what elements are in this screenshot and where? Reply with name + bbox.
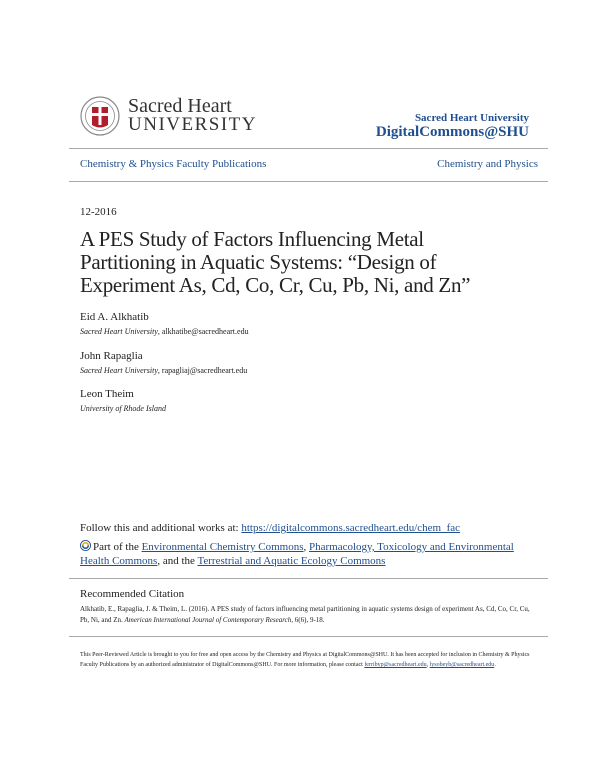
citation-main: Alkhatib, E., Rapaglia, J. & Theim, L. (2016). A PES study of factors influencing metal partitioning in aquatic systems design of experiment As, Cd, Co, Cr, Cu, Pb, Ni, and Zn. bbox=[80, 605, 530, 624]
contact-email-link[interactable]: ferribyp@sacredheart.edu bbox=[364, 662, 427, 668]
repository-name: DigitalCommons@SHU bbox=[375, 124, 529, 140]
citation-text bbox=[80, 604, 535, 626]
university-seal-icon bbox=[80, 96, 120, 136]
terrestrial-aquatic-ecology-link[interactable]: Terrestrial and Aquatic Ecology Commons bbox=[197, 555, 386, 567]
author-affiliation bbox=[80, 327, 249, 336]
citation-journal: American International Journal of Contemporary Research, bbox=[124, 616, 294, 624]
logo-wordmark-line1: Sacred Heart bbox=[128, 95, 232, 117]
author-name: John Rapaglia bbox=[80, 350, 143, 362]
collection-url-link[interactable]: https://digitalcommons.sacredheart.edu/chem_fac bbox=[241, 522, 461, 534]
title-line: Experiment As, Cd, Co, Cr, Cu, Pb, Ni, and Zn” bbox=[80, 273, 471, 297]
separator: , bbox=[303, 541, 310, 553]
part-of-prefix: Part of the bbox=[93, 541, 142, 553]
notice-text: This Peer-Reviewed Article is brought to you for free and open access by the Chemistry and Physics at DigitalCommons@SHU. It has been accepted for inclusion in Chemistry & Physics Faculty Publications by an authorized administrator of DigitalCommons@SHU. For more information, please contact bbox=[80, 652, 530, 668]
divider-top bbox=[69, 148, 548, 149]
follow-line bbox=[80, 522, 460, 534]
divider-nav bbox=[69, 181, 548, 182]
author-affiliation bbox=[80, 366, 247, 375]
repository-org: Sacred Heart University bbox=[414, 112, 529, 124]
collection-link[interactable]: Chemistry & Physics Faculty Publications bbox=[80, 158, 267, 170]
citation-volume: 6(6), 9-18. bbox=[293, 616, 325, 624]
follow-label: Follow this and additional works at: bbox=[80, 522, 242, 534]
article-title bbox=[80, 228, 530, 297]
author-email: , alkhatibe@sacredheart.edu bbox=[157, 327, 249, 336]
author-name: Leon Theim bbox=[80, 388, 134, 400]
affiliation-name: Sacred Heart University bbox=[80, 366, 158, 375]
divider-citation bbox=[69, 578, 548, 579]
access-notice bbox=[80, 650, 540, 670]
repository-brand[interactable] bbox=[376, 112, 529, 141]
title-line: A PES Study of Factors Influencing Metal bbox=[80, 227, 424, 251]
environmental-chemistry-link[interactable]: Environmental Chemistry Commons bbox=[141, 541, 304, 553]
author-affiliation bbox=[80, 404, 166, 413]
contact-email-link[interactable]: lysobeyb@sacredheart.edu bbox=[429, 662, 495, 668]
department-link[interactable]: Chemistry and Physics bbox=[437, 158, 538, 170]
university-logo bbox=[80, 96, 280, 140]
publication-date: 12-2016 bbox=[80, 206, 117, 218]
separator: , and the bbox=[157, 555, 198, 567]
title-line: Partitioning in Aquatic Systems: “Design of bbox=[80, 250, 437, 274]
affiliation-name: Sacred Heart University bbox=[80, 327, 158, 336]
pharmacology-toxicology-link[interactable]: Pharmacology, Toxicology and Environmental Health Commons bbox=[80, 541, 514, 567]
open-access-icon bbox=[80, 540, 91, 551]
author-name: Eid A. Alkhatib bbox=[80, 311, 149, 323]
part-of-commons bbox=[80, 540, 530, 568]
notice-end: . bbox=[494, 662, 496, 668]
separator: , bbox=[426, 662, 430, 668]
citation-heading: Recommended Citation bbox=[80, 588, 185, 600]
affiliation-name: University of Rhode Island bbox=[80, 404, 166, 413]
author-email: , rapagliaj@sacredheart.edu bbox=[157, 366, 248, 375]
divider-notice bbox=[69, 636, 548, 637]
logo-wordmark-line2: UNIVERSITY bbox=[128, 114, 257, 135]
